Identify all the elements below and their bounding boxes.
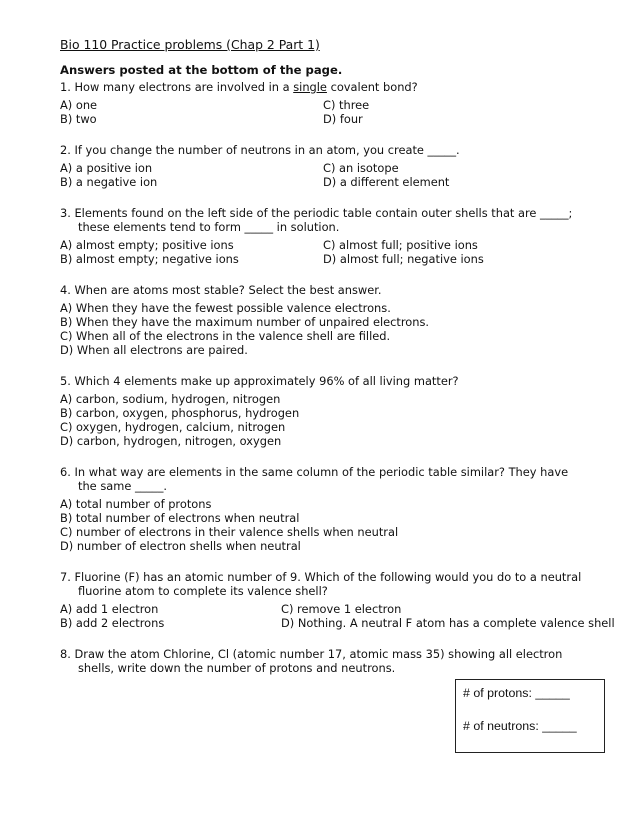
question-8 (60, 647, 590, 675)
question-2 (60, 143, 590, 189)
option-d: D) When all electrons are paired. (60, 343, 248, 357)
option-c: C) almost full; positive ions (323, 238, 478, 252)
question-text: 8. Draw the atom Chlorine, Cl (atomic number 17, atomic mass 35) showing all electron shells, write down the number of protons and neutrons. (60, 647, 563, 675)
option-d: D) almost full; negative ions (323, 252, 484, 266)
option-b: B) a negative ion (60, 175, 158, 189)
option-d: D) a different element (323, 175, 450, 189)
option-b: B) total number of electrons when neutral (60, 511, 300, 525)
question-text: 5. Which 4 elements make up approximately 96% of all living matter? (60, 374, 459, 388)
neutrons-blank: # of neutrons: _____ (463, 719, 577, 733)
question-6 (60, 465, 590, 553)
answer-options (60, 497, 590, 553)
option-b: B) add 2 electrons (60, 616, 165, 630)
option-c: C) three (323, 98, 370, 112)
answer-options (60, 392, 590, 448)
option-a: A) add 1 electron (60, 602, 159, 616)
answer-options (60, 98, 590, 126)
option-c: C) remove 1 electron (281, 602, 402, 616)
question-3 (60, 206, 590, 266)
option-d: D) carbon, hydrogen, nitrogen, oxygen (60, 434, 282, 448)
option-b: B) two (60, 112, 97, 126)
protons-blank: # of protons: _____ (463, 686, 570, 700)
option-c: C) When all of the electrons in the valence shell are filled. (60, 329, 391, 343)
question-text: 6. In what way are elements in the same column of the periodic table similar? They have the same _____. (60, 465, 569, 493)
option-b: B) When they have the maximum number of unpaired electrons. (60, 315, 430, 329)
option-c: C) oxygen, hydrogen, calcium, nitrogen (60, 420, 286, 434)
answer-options (60, 602, 615, 630)
worksheet (60, 37, 615, 679)
answer-options (60, 301, 590, 357)
answers-note: Answers posted at the bottom of the page. (60, 63, 343, 77)
question-text: 1. How many electrons are involved in a single covalent bond? (60, 80, 418, 94)
option-c: C) an isotope (323, 161, 399, 175)
option-b: B) carbon, oxygen, phosphorus, hydrogen (60, 406, 300, 420)
page-title: Bio 110 Practice problems (Chap 2 Part 1) (60, 37, 320, 52)
question-text: 2. If you change the number of neutrons in an atom, you create _____. (60, 143, 460, 157)
question-text: 4. When are atoms most stable? Select the best answer. (60, 283, 382, 297)
option-d: D) number of electron shells when neutral (60, 539, 301, 553)
question-1 (60, 80, 590, 126)
question-5 (60, 374, 590, 448)
option-c: C) number of electrons in their valence shells when neutral (60, 525, 399, 539)
answer-options (60, 238, 590, 266)
option-a: A) total number of protons (60, 497, 212, 511)
option-a: A) When they have the fewest possible valence electrons. (60, 301, 391, 315)
question-7 (60, 570, 615, 630)
option-a: A) one (60, 98, 98, 112)
option-d: D) four (323, 112, 363, 126)
question-4 (60, 283, 590, 357)
option-a: A) carbon, sodium, hydrogen, nitrogen (60, 392, 281, 406)
answer-box (455, 679, 605, 753)
option-b: B) almost empty; negative ions (60, 252, 239, 266)
answer-options (60, 161, 590, 189)
option-a: A) almost empty; positive ions (60, 238, 234, 252)
question-text: 7. Fluorine (F) has an atomic number of 9. Which of the following would you do to a neutral fluorine atom to complete its valence shell? (60, 570, 582, 598)
option-a: A) a positive ion (60, 161, 153, 175)
option-d: D) Nothing. A neutral F atom has a complete valence shell (281, 616, 615, 630)
question-text: 3. Elements found on the left side of the periodic table contain outer shells that are _____; these elements tend to form _____ in solution. (60, 206, 573, 234)
